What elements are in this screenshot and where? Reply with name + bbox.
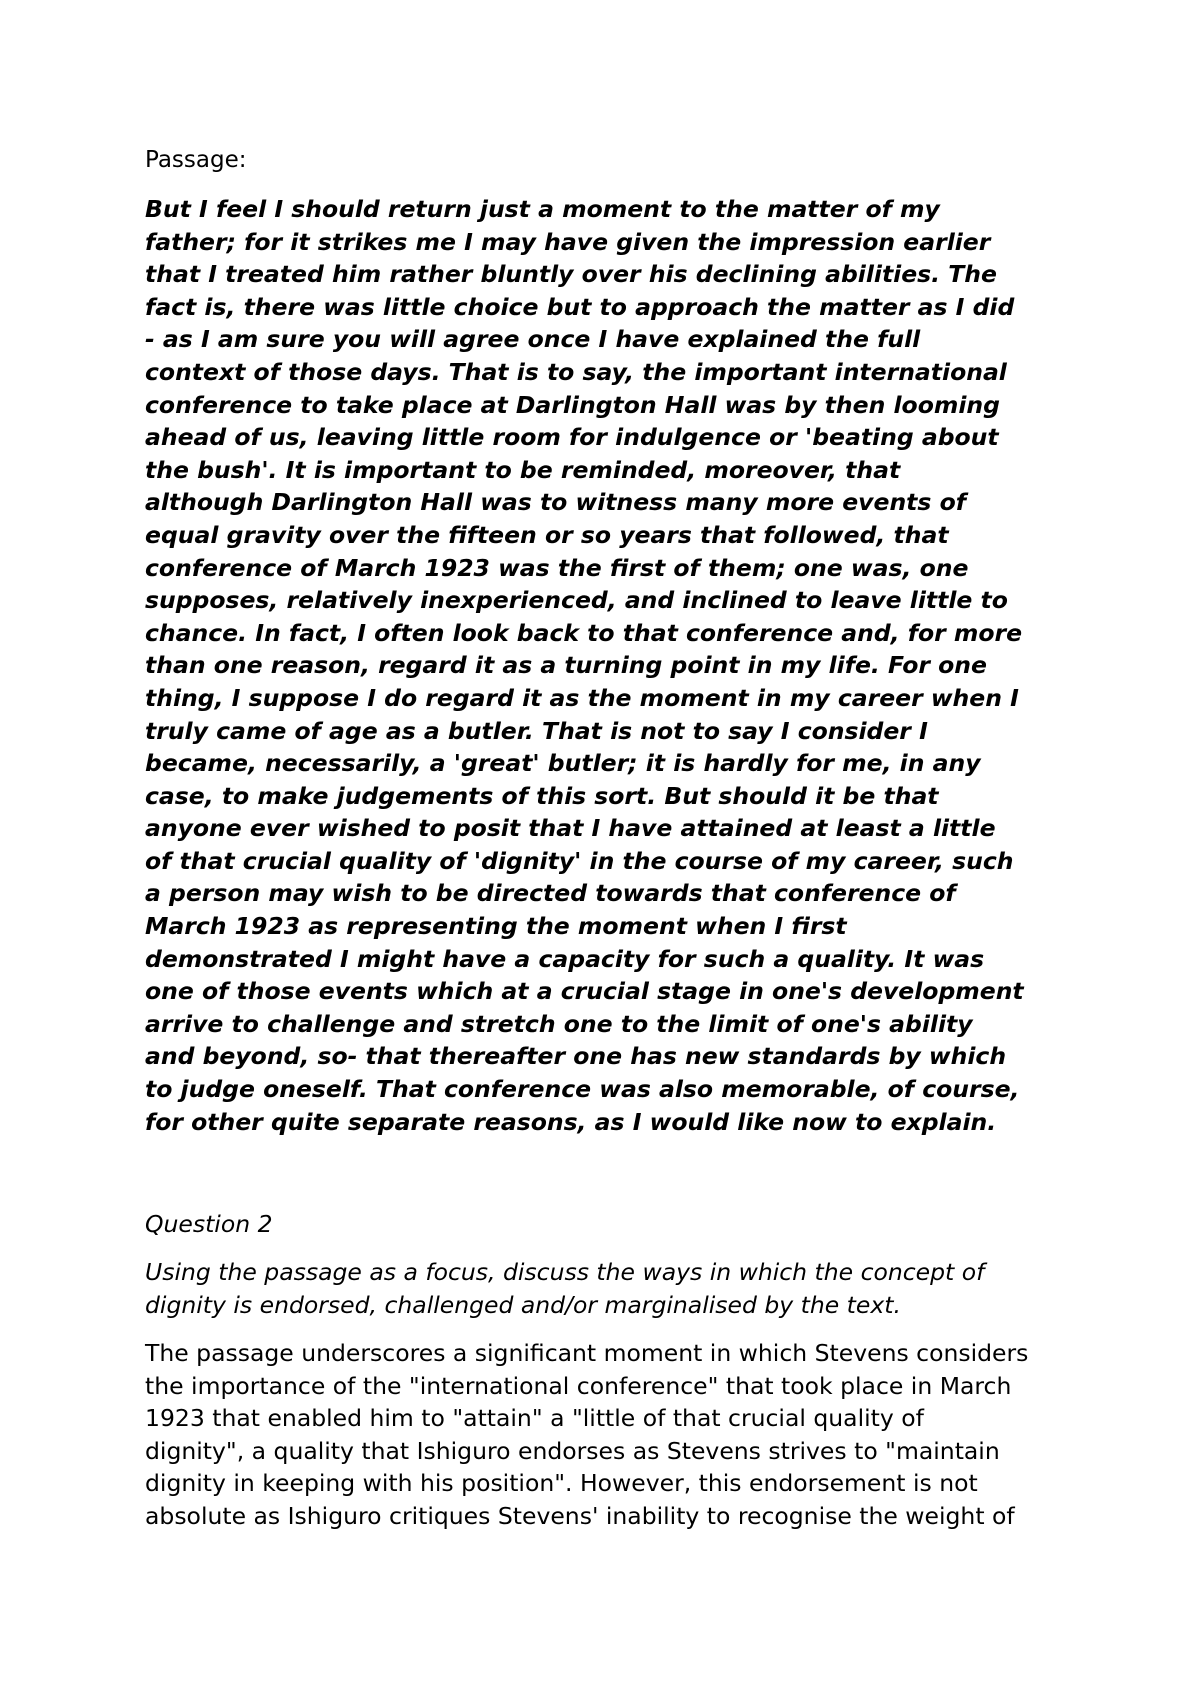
passage-line: for other quite separate reasons, as I would like now to explain. bbox=[145, 1107, 997, 1136]
passage-line: to judge oneself. That conference was also memorable, of course, bbox=[145, 1075, 1020, 1104]
passage-line: context of those days. That is to say, the important international bbox=[145, 357, 1007, 386]
passage-line: - as I am sure you will agree once I have explained the full bbox=[145, 325, 921, 354]
question-prompt bbox=[145, 1256, 984, 1321]
question-prompt-line: Using the passage as a focus, discuss the ways in which the concept of bbox=[145, 1258, 985, 1286]
passage-line: truly came of age as a butler. That is not to say I consider I bbox=[145, 716, 928, 745]
passage-line: arrive to challenge and stretch one to the limit of one's ability bbox=[145, 1009, 973, 1038]
passage-line: became, necessarily, a 'great' butler; it is hardly for me, in any bbox=[145, 749, 981, 778]
passage-line: But I feel I should return just a moment to the matter of my bbox=[145, 195, 940, 223]
passage-line: demonstrated I might have a capacity for such a quality. It was bbox=[145, 944, 985, 973]
passage-line: conference to take place at Darlington Hall was by then looming bbox=[145, 390, 1000, 419]
passage-line: conference of March 1923 was the first of them; one was, one bbox=[145, 553, 969, 582]
passage-line: although Darlington Hall was to witness many more events of bbox=[145, 488, 966, 517]
passage-line: fact is, there was little choice but to approach the matter as I did bbox=[145, 292, 1015, 321]
passage-line: of that crucial quality of 'dignity' in the course of my career, such bbox=[145, 846, 1014, 875]
passage-line: case, to make judgements of this sort. But should it be that bbox=[145, 781, 939, 810]
passage-line: equal gravity over the fifteen or so years that followed, that bbox=[145, 520, 949, 549]
passage-line: thing, I suppose I do regard it as the moment in my career when I bbox=[145, 683, 1019, 712]
passage-line: that I treated him rather bluntly over his declining abilities. The bbox=[145, 260, 997, 289]
passage-line: March 1923 as representing the moment when I first bbox=[145, 912, 847, 941]
answer-line: The passage underscores a significant moment in which Stevens considers bbox=[145, 1339, 1029, 1367]
passage-line: and beyond, so- that thereafter one has new standards by which bbox=[145, 1042, 1007, 1071]
passage-line: anyone ever wished to posit that I have attained at least a little bbox=[145, 814, 996, 843]
answer-line: the importance of the "international conference" that took place in March bbox=[145, 1371, 1012, 1400]
answer-line: dignity in keeping with his position". However, this endorsement is not bbox=[145, 1469, 978, 1498]
passage-line: one of those events which at a crucial stage in one's development bbox=[145, 977, 1024, 1006]
question-heading: Question 2 bbox=[145, 1210, 273, 1238]
passage-line: the bush'. It is important to be reminded, moreover, that bbox=[145, 455, 901, 484]
passage-label: Passage: bbox=[145, 147, 247, 173]
passage-line: chance. In fact, I often look back to that conference and, for more bbox=[145, 618, 1023, 647]
answer-line: 1923 that enabled him to "attain" a "little of that crucial quality of bbox=[145, 1404, 924, 1433]
answer-line: absolute as Ishiguro critiques Stevens' inability to recognise the weight of bbox=[145, 1501, 1015, 1530]
passage-line: a person may wish to be directed towards that conference of bbox=[145, 879, 956, 908]
answer-line: dignity", a quality that Ishiguro endorses as Stevens strives to "maintain bbox=[145, 1436, 1000, 1465]
passage-line: ahead of us, leaving little room for indulgence or 'beating about bbox=[145, 423, 999, 452]
passage-line: than one reason, regard it as a turning point in my life. For one bbox=[145, 651, 987, 680]
answer-paragraph bbox=[145, 1337, 1028, 1533]
passage-line: father; for it strikes me I may have given the impression earlier bbox=[145, 227, 991, 256]
question-prompt-line: dignity is endorsed, challenged and/or marginalised by the text. bbox=[145, 1290, 901, 1319]
passage-text bbox=[145, 193, 1075, 1138]
passage-line: supposes, relatively inexperienced, and inclined to leave little to bbox=[145, 586, 1008, 615]
